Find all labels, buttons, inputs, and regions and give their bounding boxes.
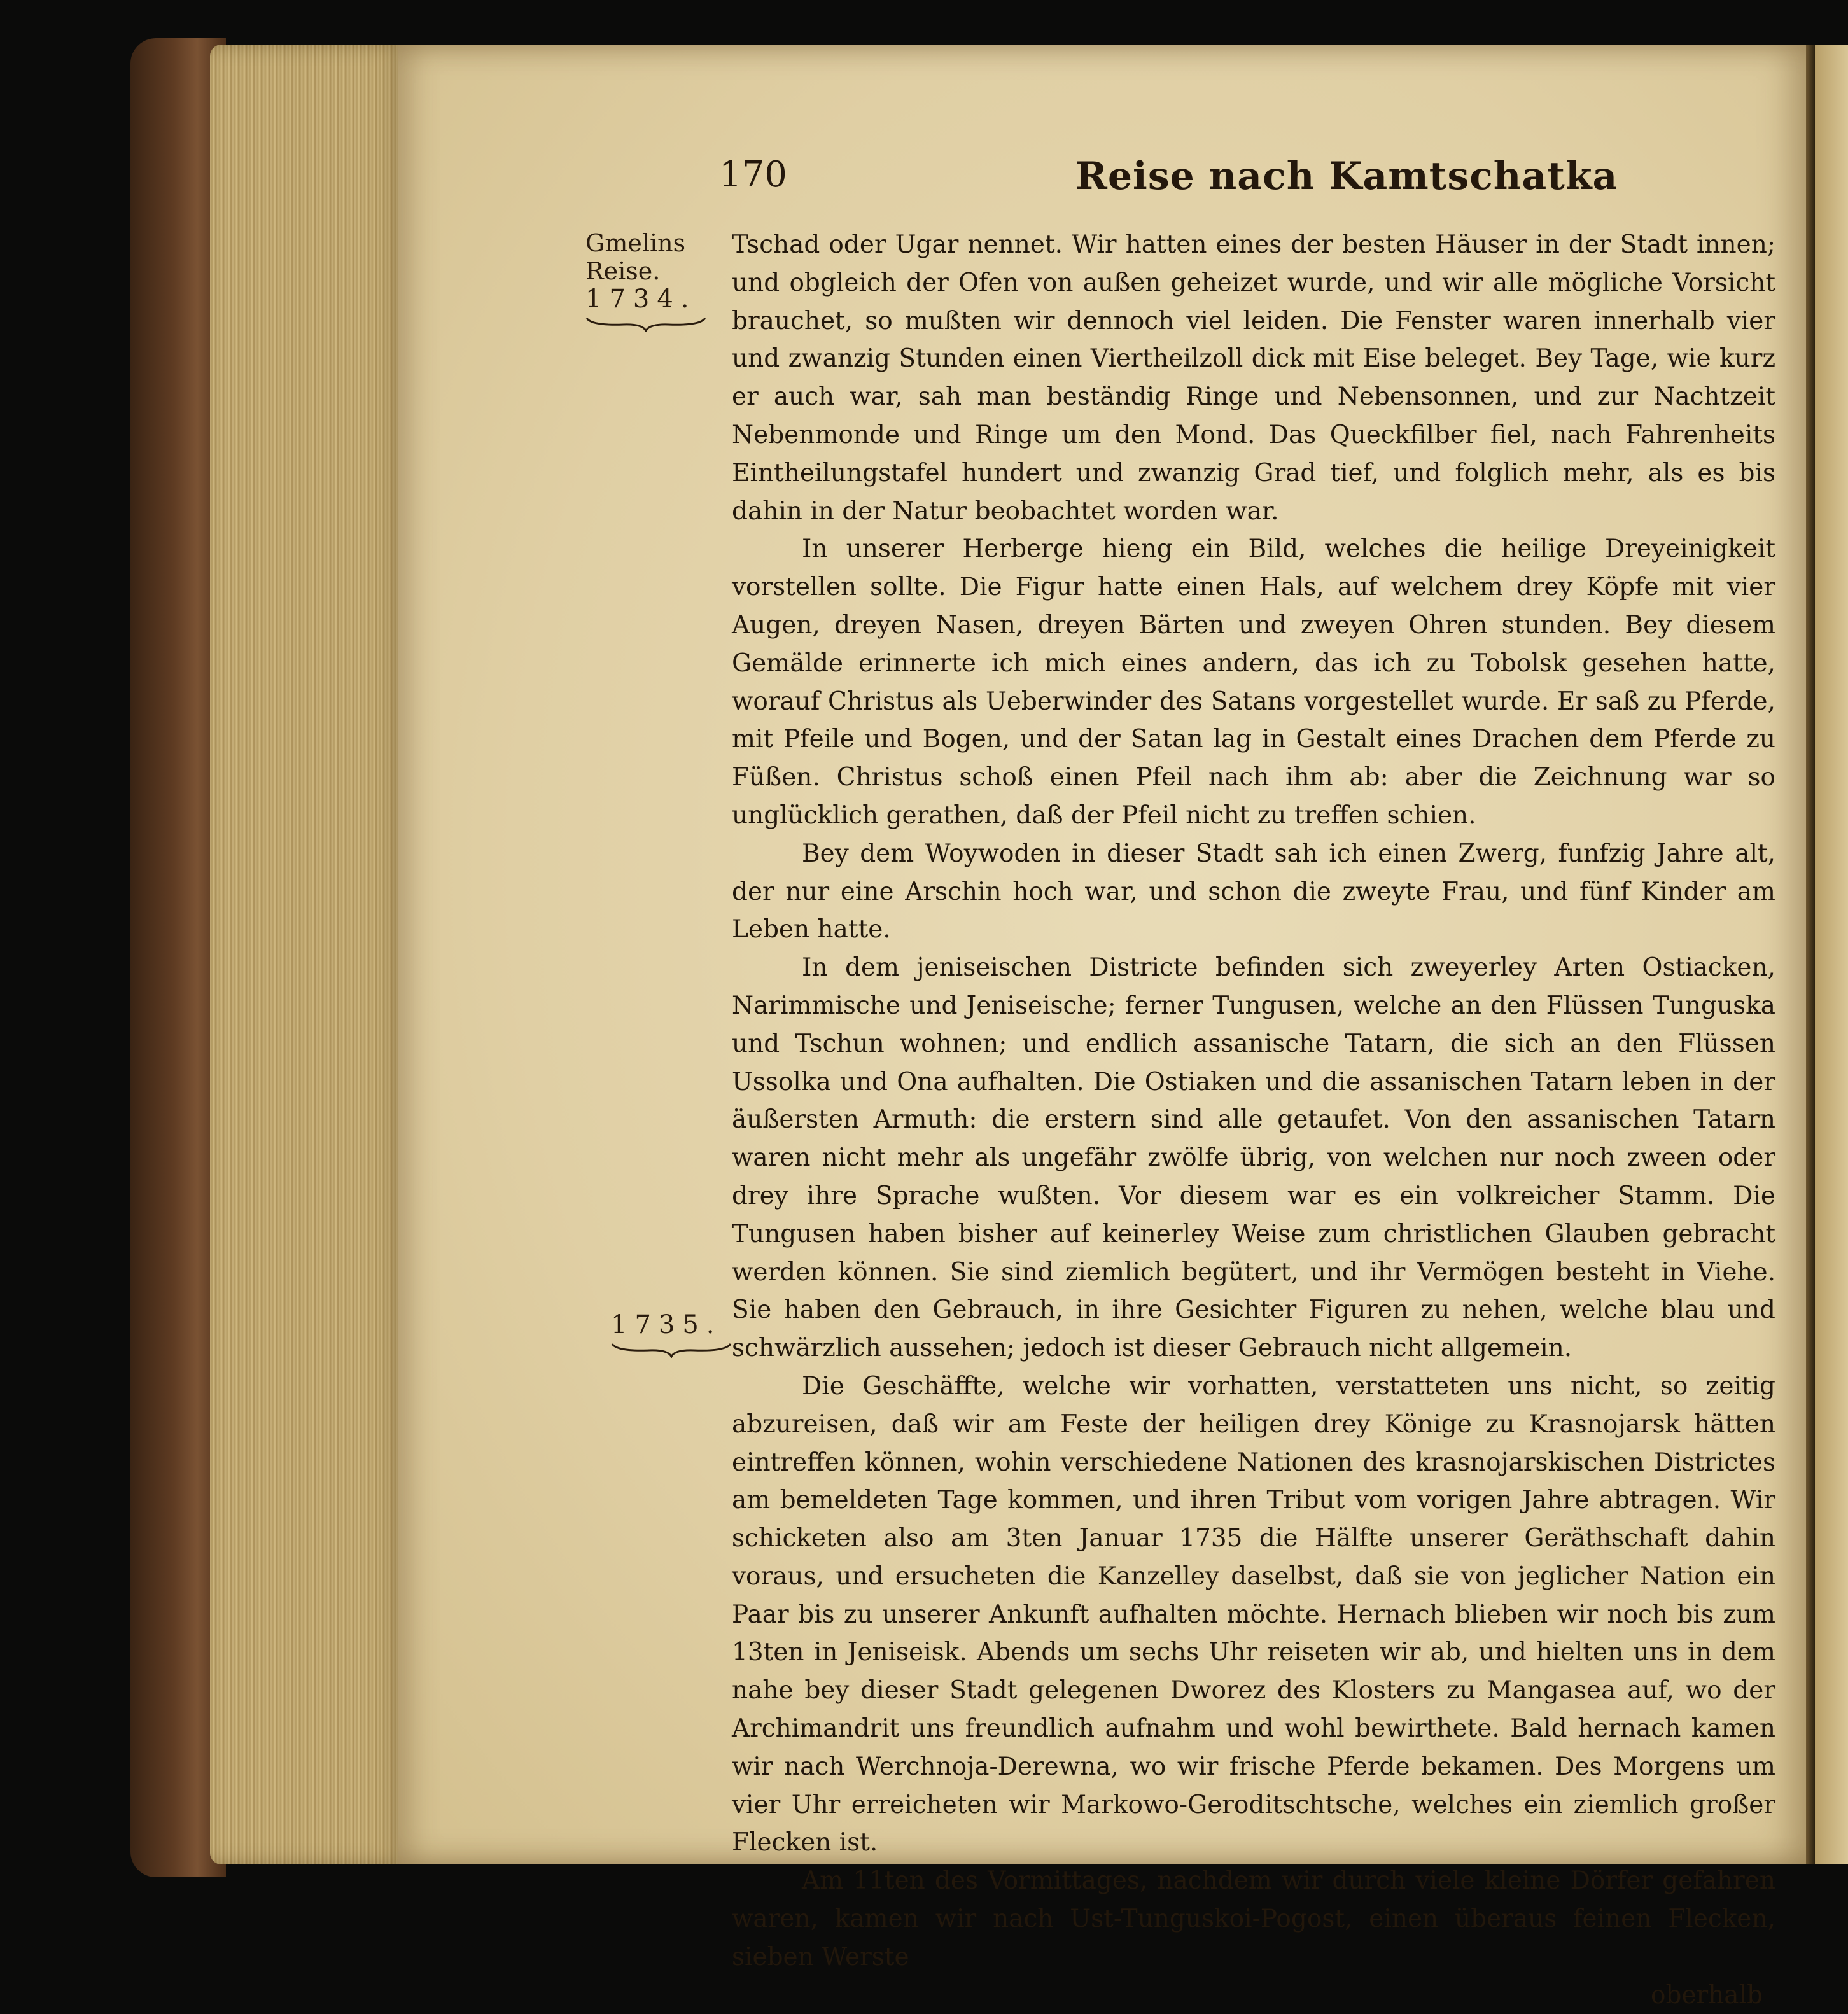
facing-page-sliver: [1815, 45, 1848, 1864]
brace-ornament-icon: [585, 316, 706, 332]
body-text: [732, 226, 1775, 2014]
paragraph-2: In unserer Herberge hieng ein Bild, welches die heilige Dreyeinigkeit vorstellen sollte. Die Figur hatte einen Hals, auf welchem drey Köpfe mit vier Augen, dreyen Nasen, dreyen Bärten und zweyen Ohren stunden. Bey diesem Gemälde erinnerte ich mich eines andern, das ich zu Tobolsk gesehen hatte, worauf Christus als Ueberwinder des Satans vorgestellet wurde. Er saß zu Pferde, mit Pfeile und Bogen, und der Satan lag in Gestalt eines Drachen dem Pferde zu Füßen. Christus schoß einen Pfeil nach ihm ab: aber die Zeichnung war so unglücklich gerathen, daß der Pfeil nicht zu treffen schien.: [732, 535, 1775, 830]
paragraph-6: Am 11ten des Vormittages, nachdem wir durch viele kleine Dörfer gefahren waren, kamen wir nach Ust-Tunguskoi-Pogost, einen überaus feinen Flecken, sieben Werste: [732, 1866, 1775, 1971]
running-head: [719, 154, 1801, 211]
running-title: Reise nach Kamtschatka: [1075, 154, 1618, 199]
paragraph-5: Die Geschäffte, welche wir vorhatten, verstatteten uns nicht, so zeitig abzureisen, daß wir am Feste der heiligen drey Könige zu Krasnojarsk hätten eintreffen können, wohin verschiedene Nationen des krasnojarskischen Districtes am bemeldeten Tage kommen, und ihren Tribut vom vorigen Jahre abtragen. Wir schicketen also am 3ten Januar 1735 die Hälfte unserer Geräthschaft dahin voraus, und ersucheten die Kanzelley daselbst, daß sie von jeglicher Nation ein Paar bis zu unserer Ankunft aufhalten möchte. Hernach blieben wir noch bis zum 13ten in Jeniseisk. Abends um sechs Uhr reiseten wir ab, und hielten uns in dem nahe bey dieser Stadt gelegenen Dworez des Klosters zu Mangasea auf, wo der Archimandrit uns freundlich aufnahm und wohl bewirthete. Bald hernach kamen wir nach Werchnoja-Derewna, wo wir frische Pferde bekamen. Des Morgens um vier Uhr erreicheten wir Markowo-Geroditschtsche, welches ein ziemlich großer Flecken ist.: [732, 1371, 1775, 1857]
margin-year-1734: 1734.: [585, 284, 697, 314]
catchword: oberhalb: [1651, 1980, 1763, 2010]
gutter-shadow: [1806, 45, 1815, 1864]
paragraph-4: In dem jeniseischen Districte befinden sich zweyerley Arten Ostiacken, Narimmische und Jeniseische; ferner Tungusen, welche an den Flüssen Tunguska und Tschun wohnen; und endlich assanische Tatarn, die sich an den Flüssen Ussolka und Ona aufhalten. Die Ostiaken und die assanischen Tatarn leben in der äußersten Armuth: die erstern sind alle getaufet. Von den assanischen Tatarn waren nicht mehr als ungefähr zwölfe übrig, von welchen nur noch zween oder drey ihre Sprache wußten. Vor diesem war es ein volkreicher Stamm. Die Tungusen haben bisher auf keinerley Weise zum christlichen Glauben gebracht werden können. Sie sind ziemlich begütert, und ihr Vermögen besteht in Viehe. Sie haben den Gebrauch, in ihre Gesichter Figuren zu nehen, welche blau und schwärzlich aussehen; jedoch ist dieser Gebrauch nicht allgemein.: [732, 953, 1775, 1363]
margin-author: Gmelins: [585, 229, 686, 257]
margin-year-1735: 1735.: [611, 1310, 722, 1339]
paragraph-1: Tschad oder Ugar nennet. Wir hatten eines der besten Häuser in der Stadt innen; und obgleich der Ofen von außen geheizet wurde, und wir alle mögliche Vorsicht brauchet, so mußten wir dennoch viel leiden. Die Fenster waren innerhalb vier und zwanzig Stunden einen Viertheilzoll dick mit Eise beleget. Bey Tage, wie kurz er auch war, sah man beständig Ringe und Nebensonnen, und zur Nachtzeit Nebenmonde und Ringe um den Mond. Das Queckfilber fiel, nach Fahrenheits Eintheilungstafel hundert und zwanzig Grad tief, und folglich mehr, als es bis dahin in der Natur beobachtet worden war.: [732, 230, 1775, 526]
page-block-edge: [210, 45, 407, 1864]
margin-note-bottom: [611, 1310, 722, 1358]
margin-note-top: [585, 229, 719, 332]
brace-ornament-icon: [611, 1341, 732, 1358]
page-number: 170: [719, 154, 787, 195]
paragraph-3: Bey dem Woywoden in dieser Stadt sah ich einen Zwerg, funfzig Jahre alt, der nur eine Arschin hoch war, und schon die zweyte Frau, und fünf Kinder am Leben hatte.: [732, 839, 1775, 944]
margin-work: Reise.: [585, 257, 661, 285]
